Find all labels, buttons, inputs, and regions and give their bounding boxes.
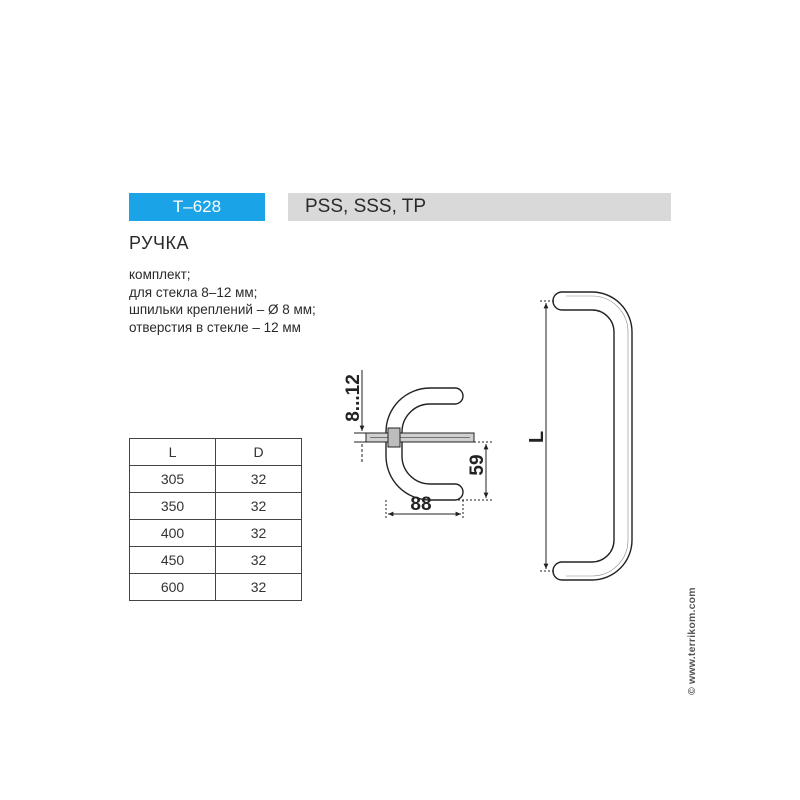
cell-d: 32 — [216, 466, 302, 493]
glass-thickness-label: 8...12 — [343, 374, 364, 422]
width-label: 88 — [410, 494, 432, 515]
spec-line: комплект; — [129, 267, 191, 282]
tube-end-top — [455, 388, 463, 404]
front-view — [553, 292, 632, 580]
cell-l: 600 — [130, 574, 216, 601]
side-view — [366, 388, 474, 500]
cell-l: 350 — [130, 493, 216, 520]
cell-l: 305 — [130, 466, 216, 493]
column-header-l: L — [130, 439, 216, 466]
cell-d: 32 — [216, 520, 302, 547]
cell-d: 32 — [216, 547, 302, 574]
tube-end-bottom — [455, 484, 463, 500]
handle-side-inner — [402, 404, 455, 484]
spec-line: для стекла 8–12 мм; — [129, 284, 258, 300]
copyright-watermark: © www.terrikom.com — [686, 587, 698, 695]
cell-d: 32 — [216, 574, 302, 601]
length-label: L — [526, 430, 548, 444]
tube-end-bottom-front — [553, 562, 562, 580]
column-header-d: D — [216, 439, 302, 466]
spec-line: отверстия в стекле – 12 мм — [129, 319, 301, 335]
cell-l: 450 — [130, 547, 216, 574]
mount-washer — [388, 428, 400, 447]
handle-front-inner — [562, 310, 614, 562]
finishes-bar: PSS, SSS, TP — [288, 193, 671, 221]
product-code-badge: T–628 — [129, 193, 265, 221]
handle-front-outer — [562, 292, 632, 580]
spec-line: шпильки креплений – Ø 8 мм; — [129, 302, 316, 317]
cell-l: 400 — [130, 520, 216, 547]
cell-d: 32 — [216, 493, 302, 520]
product-title: РУЧКА — [129, 233, 190, 253]
tube-end-top-front — [553, 292, 562, 310]
depth-label: 59 — [467, 454, 488, 476]
